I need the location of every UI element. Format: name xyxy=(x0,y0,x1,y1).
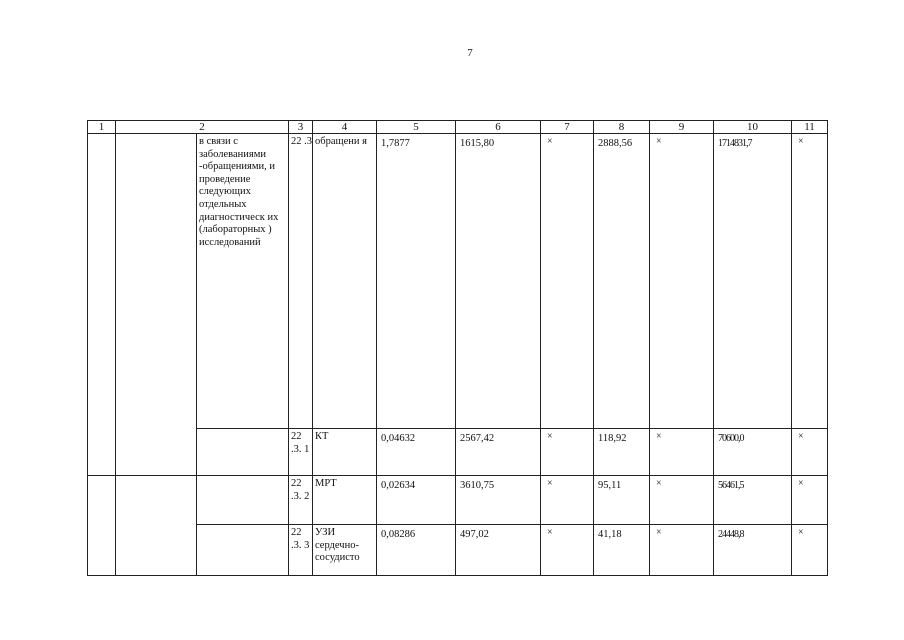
column-number: 11 xyxy=(792,121,828,134)
value-col7: × xyxy=(541,525,594,576)
service-description xyxy=(197,429,289,476)
value-col10: 1714831,7 xyxy=(714,134,792,429)
column-number: 3 xyxy=(289,121,313,134)
unit-of-measure: УЗИ сердечно- сосудисто xyxy=(313,525,377,576)
page-number: 7 xyxy=(467,47,473,59)
unit-of-measure: МРТ xyxy=(313,476,377,525)
value-col8: 118,92 xyxy=(594,429,650,476)
value-col6: 3610,75 xyxy=(456,476,541,525)
value-col8: 2888,56 xyxy=(594,134,650,429)
column-number: 9 xyxy=(650,121,714,134)
column-number: 5 xyxy=(377,121,456,134)
value-col10: 24448,8 xyxy=(714,525,792,576)
value-col6: 497,02 xyxy=(456,525,541,576)
column-number: 10 xyxy=(714,121,792,134)
value-col9: × xyxy=(650,525,714,576)
column-number: 1 xyxy=(88,121,116,134)
table-row xyxy=(88,429,828,476)
value-col5: 0,08286 xyxy=(377,525,456,576)
row-code: 22 .3. 3 xyxy=(289,525,313,576)
column-number: 8 xyxy=(594,121,650,134)
value-col10: 56461,5 xyxy=(714,476,792,525)
value-col11: × xyxy=(792,134,828,429)
value-col7: × xyxy=(541,476,594,525)
column-number: 2 xyxy=(116,121,289,134)
column-number-row xyxy=(88,121,828,134)
unit-of-measure: обращени я xyxy=(313,134,377,429)
value-col7: × xyxy=(541,429,594,476)
value-col10: 70600,0 xyxy=(714,429,792,476)
row-code: 22 .3 xyxy=(289,134,313,429)
table-row xyxy=(88,476,828,525)
column-number: 4 xyxy=(313,121,377,134)
value-col8: 41,18 xyxy=(594,525,650,576)
value-col9: × xyxy=(650,134,714,429)
value-col11: × xyxy=(792,525,828,576)
value-col11: × xyxy=(792,429,828,476)
value-col8: 95,11 xyxy=(594,476,650,525)
column-1-cell xyxy=(88,134,116,476)
value-col6: 1615,80 xyxy=(456,134,541,429)
column-number: 7 xyxy=(541,121,594,134)
value-col7: × xyxy=(541,134,594,429)
column-number: 6 xyxy=(456,121,541,134)
services-table xyxy=(87,120,828,576)
table-row xyxy=(88,134,828,429)
value-col5: 1,7877 xyxy=(377,134,456,429)
service-description: в связи с заболеваниями -обращениями, и проведение следующих отдельных диагностическ их (лабораторных ) исследований xyxy=(197,134,289,429)
value-col11: × xyxy=(792,476,828,525)
value-col9: × xyxy=(650,429,714,476)
unit-of-measure: КТ xyxy=(313,429,377,476)
row-code: 22 .3. 1 xyxy=(289,429,313,476)
row-code: 22 .3. 2 xyxy=(289,476,313,525)
service-description xyxy=(197,476,289,525)
value-col5: 0,02634 xyxy=(377,476,456,525)
service-description xyxy=(197,525,289,576)
column-2-left-cell xyxy=(116,476,197,576)
value-col9: × xyxy=(650,476,714,525)
column-2-left-cell xyxy=(116,134,197,476)
table-row xyxy=(88,525,828,576)
value-col5: 0,04632 xyxy=(377,429,456,476)
column-1-cell xyxy=(88,476,116,576)
value-col6: 2567,42 xyxy=(456,429,541,476)
